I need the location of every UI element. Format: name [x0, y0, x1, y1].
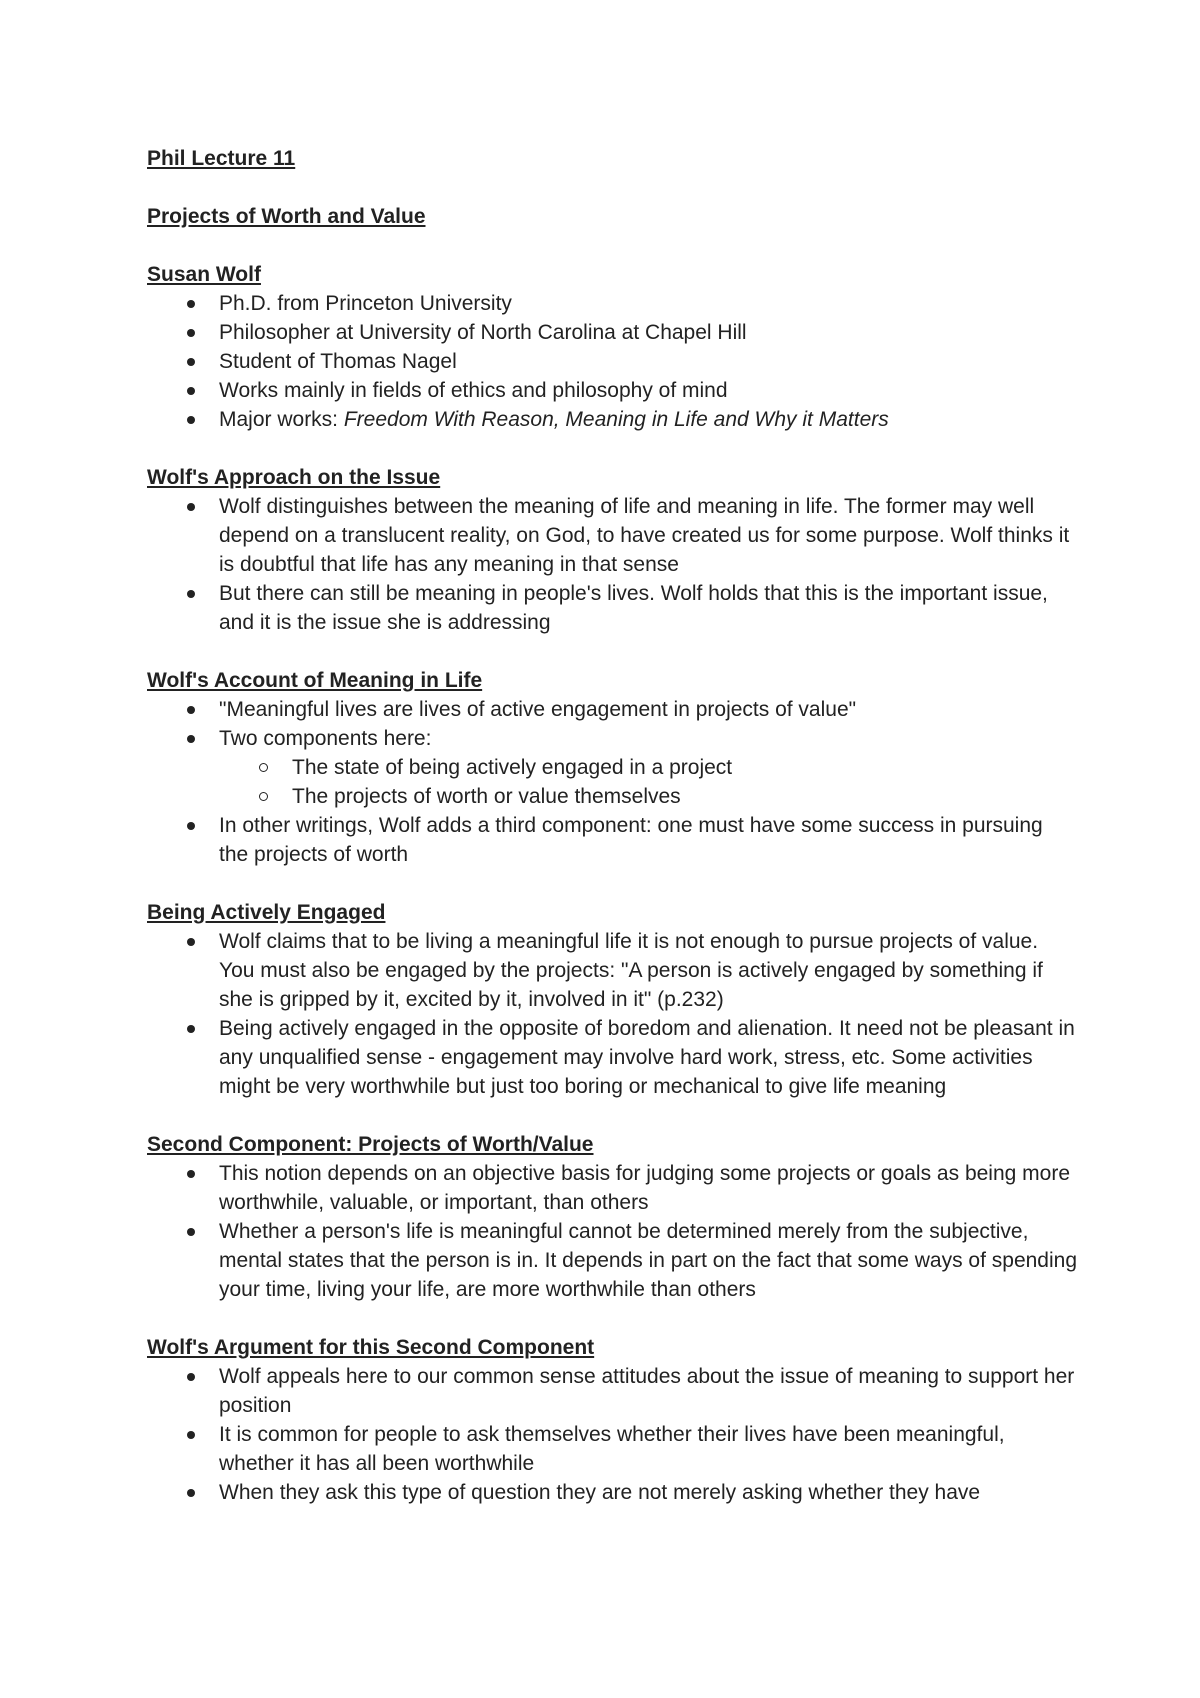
list-item: Wolf claims that to be living a meaningful life it is not enough to pursue projects of value. You must also be engaged by the projects: "A person is actively engaged by something if she is gripped by it, excited by it, involved in it" (p.232)	[147, 927, 1077, 1014]
hollow-bullet-icon	[259, 792, 268, 801]
bullet-icon	[187, 300, 195, 308]
bullet-icon	[187, 1373, 195, 1381]
list-item-major-works: Major works: Freedom With Reason, Meaning in Life and Why it Matters	[147, 405, 1077, 434]
bullet-icon	[187, 938, 195, 946]
list-item: Two components here:	[147, 724, 1077, 753]
list-item: Wolf distinguishes between the meaning of life and meaning in life. The former may well depend on a translucent reality, on God, to have created us for some purpose. Wolf thinks it is doubtful that life has any meaning in that sense	[147, 492, 1077, 579]
bullet-icon	[187, 416, 195, 424]
list-item: Being actively engaged in the opposite of boredom and alienation. It need not be pleasant in any unqualified sense - engagement may involve hard work, stress, etc. Some activities might be very worthwhile but just too boring or mechanical to give life meaning	[147, 1014, 1077, 1101]
bullet-list-approach	[147, 492, 1077, 637]
list-item: Philosopher at University of North Carolina at Chapel Hill	[147, 318, 1077, 347]
bullet-list-account	[147, 695, 1077, 753]
bullet-list-second-component	[147, 1159, 1077, 1304]
list-item: When they ask this type of question they are not merely asking whether they have	[147, 1478, 1077, 1507]
list-item: Whether a person's life is meaningful cannot be determined merely from the subjective, mental states that the person is in. It depends in part on the fact that some ways of spending your time, living your life, are more worthwhile than others	[147, 1217, 1077, 1304]
bullet-list-engaged	[147, 927, 1077, 1101]
sub-list-item: The state of being actively engaged in a project	[147, 753, 1077, 782]
bullet-icon	[187, 1170, 195, 1178]
sub-list-components	[147, 753, 1077, 811]
bullet-icon	[187, 822, 195, 830]
list-item: But there can still be meaning in people's lives. Wolf holds that this is the important issue, and it is the issue she is addressing	[147, 579, 1077, 637]
section-heading-second-component: Second Component: Projects of Worth/Value	[147, 1133, 594, 1156]
list-item: This notion depends on an objective basis for judging some projects or goals as being more worthwhile, valuable, or important, than others	[147, 1159, 1077, 1217]
list-item: Works mainly in fields of ethics and philosophy of mind	[147, 376, 1077, 405]
section-heading-engaged: Being Actively Engaged	[147, 901, 386, 924]
section-heading-account: Wolf's Account of Meaning in Life	[147, 669, 483, 692]
list-item: Student of Thomas Nagel	[147, 347, 1077, 376]
bullet-icon	[187, 590, 195, 598]
section-heading-argument: Wolf's Argument for this Second Component	[147, 1336, 595, 1359]
bullet-list-susan-wolf	[147, 289, 1077, 434]
document-subtitle: Projects of Worth and Value	[147, 205, 426, 228]
list-item: "Meaningful lives are lives of active engagement in projects of value"	[147, 695, 1077, 724]
bullet-icon	[187, 1431, 195, 1439]
document-title: Phil Lecture 11	[147, 147, 296, 170]
bullet-icon	[187, 1228, 195, 1236]
bullet-icon	[187, 503, 195, 511]
bullet-icon	[187, 387, 195, 395]
bullet-icon	[187, 1489, 195, 1497]
list-item: It is common for people to ask themselves whether their lives have been meaningful, whether it has all been worthwhile	[147, 1420, 1077, 1478]
bullet-icon	[187, 329, 195, 337]
bullet-list-account-continued	[147, 811, 1077, 869]
major-works-titles: Freedom With Reason, Meaning in Life and Why it Matters	[343, 408, 889, 431]
document-body	[147, 144, 1077, 1507]
bullet-list-argument	[147, 1362, 1077, 1507]
hollow-bullet-icon	[259, 763, 268, 772]
section-heading-approach: Wolf's Approach on the Issue	[147, 466, 441, 489]
section-heading-susan-wolf: Susan Wolf	[147, 263, 261, 286]
bullet-icon	[187, 358, 195, 366]
bullet-icon	[187, 706, 195, 714]
list-item: Wolf appeals here to our common sense attitudes about the issue of meaning to support her position	[147, 1362, 1077, 1420]
bullet-icon	[187, 1025, 195, 1033]
list-item: Ph.D. from Princeton University	[147, 289, 1077, 318]
list-item: In other writings, Wolf adds a third component: one must have some success in pursuing the projects of worth	[147, 811, 1077, 869]
bullet-icon	[187, 735, 195, 743]
sub-list-item: The projects of worth or value themselves	[147, 782, 1077, 811]
